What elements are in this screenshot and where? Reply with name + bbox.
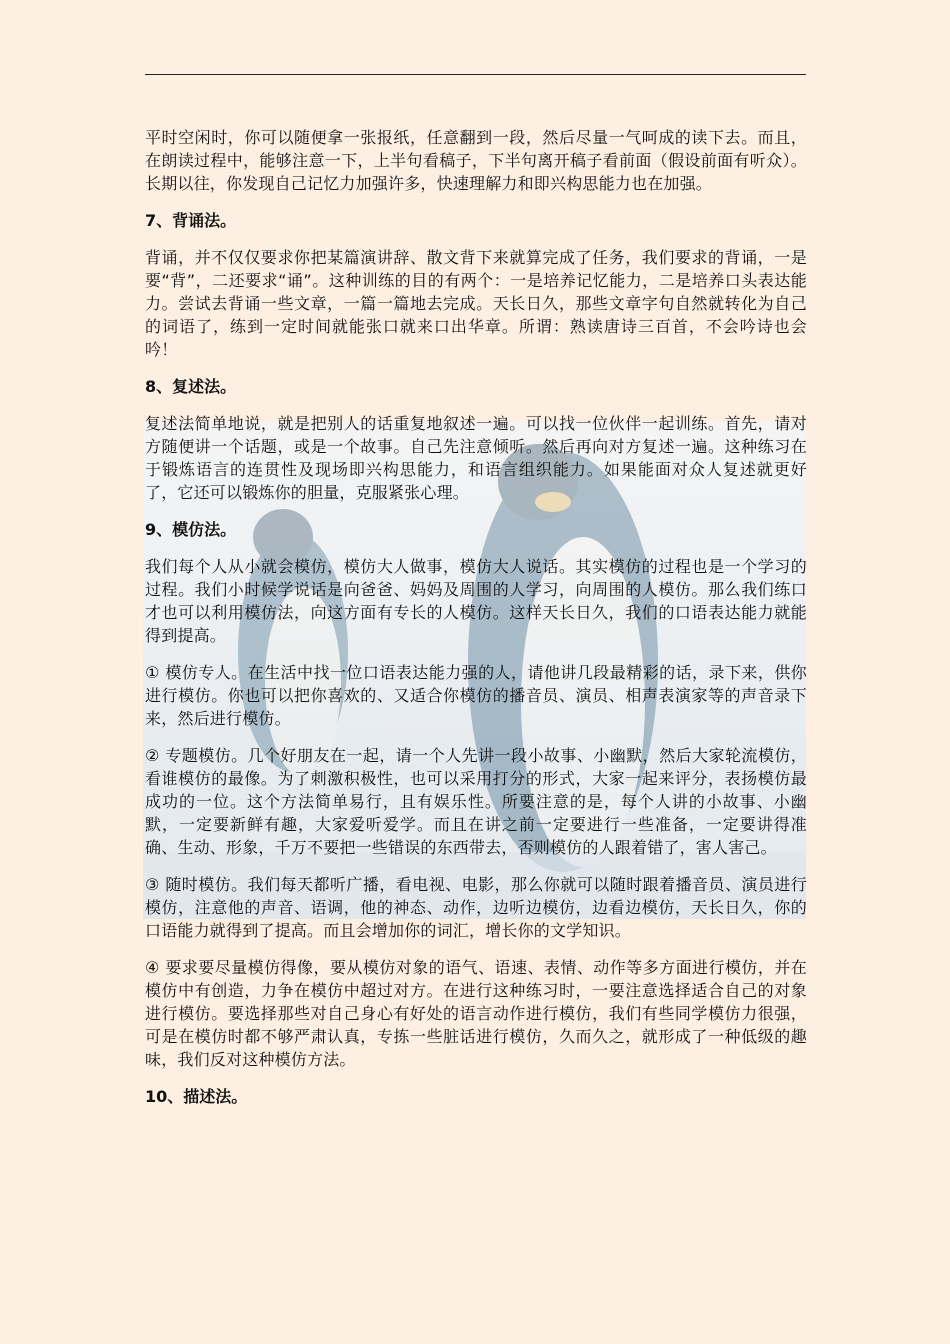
- heading-retelling-method: 8、复述法。: [145, 377, 237, 396]
- heading-recitation-method: 7、背诵法。: [145, 211, 237, 230]
- document-body: [145, 126, 807, 1122]
- heading-imitation-method: 9、模仿法。: [145, 520, 237, 539]
- paragraph-reading-practice: 平时空闲时，你可以随便拿一张报纸，任意翻到一段，然后尽量一气呵成的读下去。而且，在朗读过程中，能够注意一下，上半句看稿子，下半句离开稿子看前面（假设前面有听众）。长期以往，你发现自己记忆力加强许多，快速理解力和即兴构思能力也在加强。: [145, 128, 807, 193]
- paragraph-imitation-intro: 我们每个人从小就会模仿，模仿大人做事，模仿大人说话。其实模仿的过程也是一个学习的过程。我们小时候学说话是向爸爸、妈妈及周围的人学习，向周围的人模仿。那么我们练口才也可以利用模仿法，向这方面有专长的人模仿。这样天长日久，我们的口语表达能力就能得到提高。: [145, 557, 807, 645]
- paragraph-imitation-item-3: ③ 随时模仿。我们每天都听广播，看电视、电影，那么你就可以随时跟着播音员、演员进行模仿，注意他的声音、语调，他的神态、动作，边听边模仿，边看边模仿，天长日久，你的口语能力就得到了提高。而且会增加你的词汇，增长你的文学知识。: [145, 875, 807, 940]
- paragraph-imitation-item-2: ② 专题模仿。几个好朋友在一起，请一个人先讲一段小故事、小幽默，然后大家轮流模仿，看谁模仿的最像。为了刺激积极性，也可以采用打分的形式，大家一起来评分，表扬模仿最成功的一位。这个方法简单易行，且有娱乐性。所要注意的是，每个人讲的小故事、小幽默，一定要新鲜有趣，大家爱听爱学。而且在讲之前一定要进行一些准备，一定要讲得准确、生动、形象，千万不要把一些错误的东西带去，否则模仿的人跟着错了，害人害己。: [145, 746, 807, 857]
- header-rule: [145, 74, 806, 75]
- heading-description-method: 10、描述法。: [145, 1087, 248, 1106]
- paragraph-retelling: 复述法简单地说，就是把别人的话重复地叙述一遍。可以找一位伙伴一起训练。首先，请对方随便讲一个话题，或是一个故事。自己先注意倾听。然后再向对方复述一遍。这种练习在于锻炼语言的连贯性及现场即兴构思能力，和语言组织能力。如果能面对众人复述就更好了，它还可以锻炼你的胆量，克服紧张心理。: [145, 414, 807, 502]
- paragraph-recitation: 背诵，并不仅仅要求你把某篇演讲辞、散文背下来就算完成了任务，我们要求的背诵，一是要“背”，二还要求“诵”。这种训练的目的有两个：一是培养记忆能力，二是培养口头表达能力。尝试去背诵一些文章，一篇一篇地去完成。天长日久，那些文章字句自然就转化为自己的词语了，练到一定时间就能张口就来口出华章。所谓：熟读唐诗三百首，不会吟诗也会吟！: [145, 248, 807, 359]
- paragraph-imitation-item-4: ④ 要求要尽量模仿得像，要从模仿对象的语气、语速、表情、动作等多方面进行模仿，并在模仿中有创造，力争在模仿中超过对方。在进行这种练习时，一要注意选择适合自己的对象进行模仿。要选择那些对自己身心有好处的语言动作进行模仿，我们有些同学模仿力很强，可是在模仿时都不够严肃认真，专拣一些脏话进行模仿，久而久之，就形成了一种低级的趣味，我们反对这种模仿方法。: [145, 958, 807, 1069]
- paragraph-imitation-item-1: ① 模仿专人。在生活中找一位口语表达能力强的人，请他讲几段最精彩的话，录下来，供你进行模仿。你也可以把你喜欢的、又适合你模仿的播音员、演员、相声表演家等的声音录下来，然后进行模仿。: [145, 663, 807, 728]
